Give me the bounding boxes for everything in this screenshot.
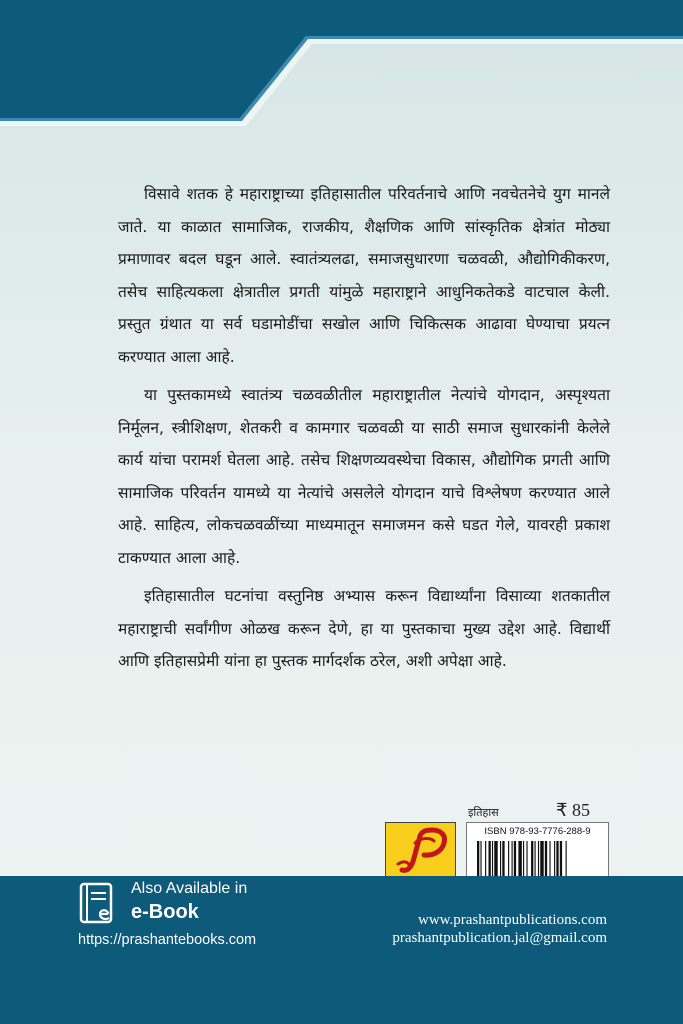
ebook-label: e-Book	[131, 901, 199, 923]
price-label: ₹ 85	[556, 800, 590, 820]
paragraph: या पुस्तकामध्ये स्वातंत्र्य चळवळीतील महाराष्ट्रातील नेत्यांचे योगदान, अस्पृश्यता निर्मूलन, स्त्रीशिक्षण, शेतकरी व कामगार चळवळी या साठी समाज सुधारकांनी केलेले कार्य यांचा परामर्श घेतला आहे. तसेच शिक्षणव्यवस्थेचा विकास, औद्योगिक प्रगती आणि सामाजिक परिवर्तन यामध्ये या नेत्यांचे असलेले योगदान याचे विश्लेषण करण्यात आले आहे. साहित्य, लोकचळवळींच्या माध्यमातून समाजमन कसे घडत गेले, यावरही प्रकाश टाकण्यात आला आहे.	[118, 386, 610, 567]
publisher-logo-mark-icon	[394, 826, 448, 880]
ebook-availability-label: Also Available in	[131, 880, 248, 897]
top-header-band	[0, 0, 683, 160]
publisher-email-link[interactable]: prashantpublication.jal@gmail.com	[392, 930, 607, 946]
isbn-number: ISBN 978-93-7776-288-9	[484, 826, 591, 837]
paragraph: इतिहासातील घटनांचा वस्तुनिष्ठ अभ्यास करून विद्यार्थ्यांना विसाव्या शतकातील महाराष्ट्राची सर्वांगीण ओळख करून देणे, हा या पुस्तकाचा मुख्य उद्देश आहे. विद्यार्थी आणि इतिहासप्रेमी यांना हा पुस्तक मार्गदर्शक ठरेल, अशी अपेक्षा आहे.	[118, 587, 610, 670]
ebook-url-link[interactable]: https://prashantebooks.com	[78, 932, 257, 948]
description-text	[118, 178, 610, 684]
ebook-icon	[78, 881, 118, 925]
publisher-website-link[interactable]: www.prashantpublications.com	[418, 912, 607, 928]
paragraph: विसावे शतक हे महाराष्ट्राच्या इतिहासातील परिवर्तनाचे आणि नवचेतनेचे युग मानले जाते. या काळात सामाजिक, राजकीय, शैक्षणिक आणि सांस्कृतिक क्षेत्रांत मोठ्या प्रमाणावर बदल घडून आले. स्वातंत्र्यलढा, समाजसुधारणा चळवळी, औद्योगिकीकरण, तसेच साहित्यकला क्षेत्रातील प्रगती यांमुळे महाराष्ट्राने आधुनिकतेकडे वाटचाल केली. प्रस्तुत ग्रंथात या सर्व घडामोडींचा सखोल आणि चिकित्सक आढावा घेण्याचा प्रयत्न करण्यात आला आहे.	[118, 185, 610, 366]
category-label: इतिहास	[468, 806, 499, 819]
